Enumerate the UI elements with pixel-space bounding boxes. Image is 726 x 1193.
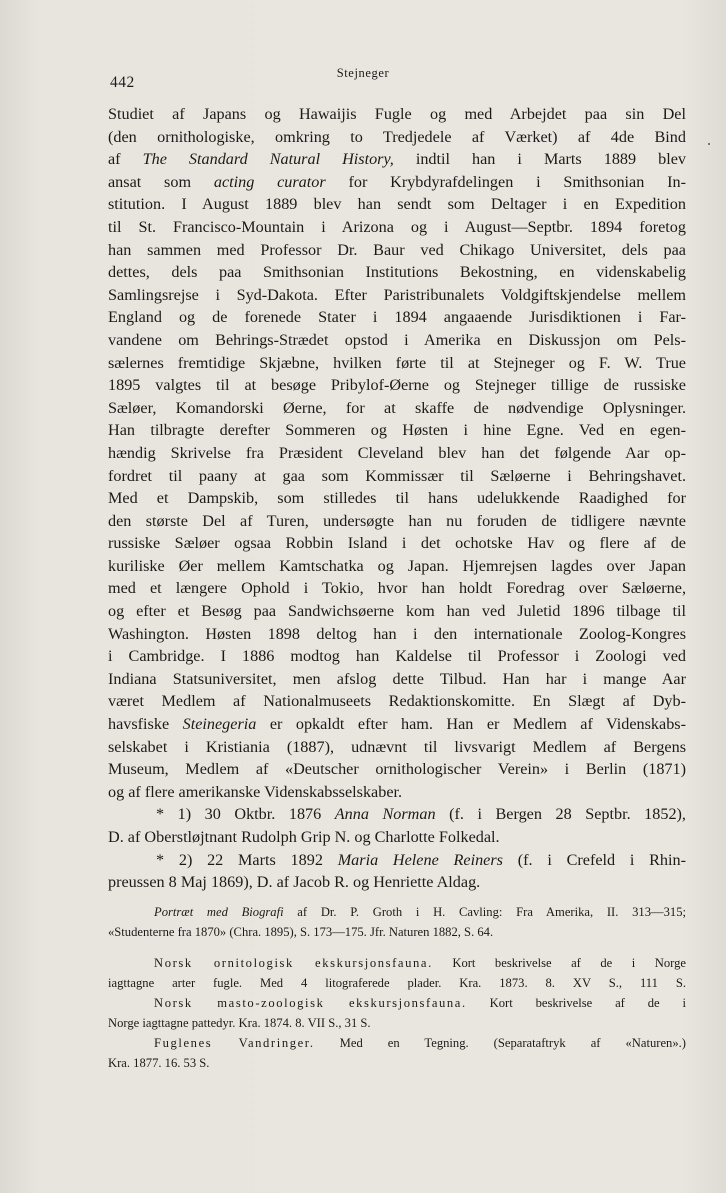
- text-line: ansat som acting curator for Krybdyrafdelingen i Smithsonian In-: [108, 172, 686, 191]
- text-line: hændig Skrivelse fra Præsident Cleveland blev han det følgende Aar op-: [108, 443, 686, 462]
- text-line: havsfiske Steinegeria er opkaldt efter ham. Han er Medlem af Videnskabs-: [108, 715, 686, 734]
- text-line: Studiet af Japans og Hawaijis Fugle og med Arbejdet paa sin Del: [108, 105, 686, 123]
- text-line: sælernes fremtidige Skjæbne, hvilken førte til at Stejneger og F. W. True: [108, 353, 686, 372]
- text-line: af The Standard Natural History, indtil han i Marts 1889 blev: [108, 150, 687, 169]
- text-line: med et længere Ophold i Tokio, hvor han holdt Foredrag over Sæløerne,: [108, 579, 686, 598]
- text-line: Samlingsrejse i Syd-Dakota. Efter Paristribunalets Voldgiftskjendelse mellem: [108, 285, 686, 304]
- text-line: preussen 8 Maj 1869), D. af Jacob R. og Henriette Aldag.: [108, 873, 481, 892]
- bibliography-entry: Fuglenes Vandringer. Med en Tegning. (Separataftryk af «Naturen».): [154, 1036, 686, 1050]
- spaced-title: Norsk ornitologisk ekskursjonsfauna.: [154, 956, 433, 970]
- text-line: til St. Francisco-Mountain i Arizona og i August—Septbr. 1894 foretog: [108, 217, 686, 236]
- main-text: [108, 103, 686, 894]
- page-number: 442: [110, 74, 135, 91]
- italic-text: The Standard Natural History,: [142, 150, 394, 169]
- text-line: Washington. Høsten 1898 deltog han i den internationale Zoolog-Kongres: [108, 624, 686, 643]
- text-line: kuriliske Øer mellem Kamtschatka og Japan. Hjemrejsen lagdes over Japan: [108, 556, 686, 575]
- paper-speck: [708, 143, 710, 145]
- italic-text: Steinegeria: [182, 715, 257, 734]
- note-line: Kra. 1877. 16. 53 S.: [108, 1056, 210, 1070]
- text-line: vandene om Behrings-Strædet opstod i Amerika en Diskussjon om Pels-: [108, 330, 686, 349]
- bibliography-entry: Norsk masto-zoologisk ekskursjonsfauna. Kort beskrivelse af de i: [154, 996, 686, 1010]
- text-line: den største Del af Turen, undersøgte han nu foruden de tidligere nævnte: [108, 511, 686, 530]
- text-line: og efter et Besøg paa Sandwichsøerne kom han ved Juletid 1896 tilbage til: [108, 602, 686, 621]
- text-line: D. af Oberstløjtnant Rudolph Grip N. og Charlotte Folkedal.: [108, 828, 500, 846]
- note-line: iagttagne arter fugle. Med 4 litograferede plader. Kra. 1873. 8. XV S., 111 S.: [108, 976, 686, 990]
- text-line: stitution. I August 1889 blev han sendt som Deltager i en Expedition: [108, 195, 686, 214]
- italic-text: Anna Norman: [334, 805, 436, 824]
- text-line: Indiana Statsuniversitet, men afslog dette Tilbud. Han har i mange Aar: [108, 669, 686, 688]
- text-line: og af flere amerikanske Videnskabsselskaber.: [108, 782, 403, 801]
- text-line: dettes, dels paa Smithsonian Institutions Bekostning, en videnskabelig: [108, 263, 686, 282]
- italic-text: Portræt med Biografi: [154, 905, 284, 919]
- text-line: (den ornithologiske, omkring to Tredjedele af Værket) af 4de Bind: [108, 127, 686, 146]
- marriage-line: * 1) 30 Oktbr. 1876 Anna Norman (f. i Bergen 28 Septbr. 1852),: [156, 805, 686, 824]
- text-line: Sæløer, Komandorski Øerne, for at skaffe de nødvendige Oplysninger.: [108, 398, 686, 417]
- text-line: i Cambridge. I 1886 modtog han Kaldelse til Professor i Zoologi ved: [108, 647, 686, 666]
- text-line: Med et Dampskib, som stilledes til hans udelukkende Raadighed for: [108, 489, 686, 508]
- italic-text: acting curator: [213, 172, 326, 191]
- text-line: selskabet i Kristiania (1887), udnævnt til livsvarigt Medlem af Bergens: [108, 737, 686, 756]
- text-line: russiske Sæløer ogsaa Robbin Island i det ochotske Hav og flere af de: [108, 534, 686, 553]
- text-line: England og de forenede Stater i 1894 angaaende Jurisdiktionen i Far-: [108, 308, 686, 327]
- text-line: Museum, Medlem af «Deutscher ornithologischer Verein» i Berlin (1871): [108, 760, 686, 779]
- text-line: været Medlem af Nationalmuseets Redaktionskomitte. En Slægt af Dyb-: [108, 692, 686, 711]
- bibliography-entry: Norsk ornitologisk ekskursjonsfauna. Kort beskrivelse af de i Norge: [154, 956, 686, 970]
- note-line: Portræt med Biografi af Dr. P. Groth i H. Cavling: Fra Amerika, II. 313—315;: [154, 905, 686, 919]
- text-line: 1895 valgtes til at besøge Pribylof-Øerne og Stejneger tillige de russiske: [108, 376, 686, 395]
- text-line: Han tilbragte derefter Sommeren og Høsten i hine Egne. Ved en egen-: [108, 421, 686, 440]
- italic-text: Maria Helene Reiners: [337, 850, 503, 869]
- text-line: fordret til paany at gaa som Kommissær til Sæløerne i Behringshavet.: [108, 466, 686, 485]
- text-line: han sammen med Professor Dr. Baur ved Chikago Universitet, dels paa: [108, 240, 686, 259]
- spaced-title: Norsk masto-zoologisk ekskursjonsfauna.: [154, 996, 467, 1010]
- note-line: «Studenterne fra 1870» (Chra. 1895), S. 173—175. Jfr. Naturen 1882, S. 64.: [108, 925, 494, 939]
- bibliography-notes: [108, 902, 686, 1073]
- running-head: Stejneger: [336, 66, 390, 80]
- spaced-title: Fuglenes Vandringer.: [154, 1036, 315, 1050]
- note-line: Norge iagttagne pattedyr. Kra. 1874. 8. VII S., 31 S.: [108, 1016, 371, 1030]
- marriage-line: * 2) 22 Marts 1892 Maria Helene Reiners (f. i Crefeld i Rhin-: [156, 850, 687, 869]
